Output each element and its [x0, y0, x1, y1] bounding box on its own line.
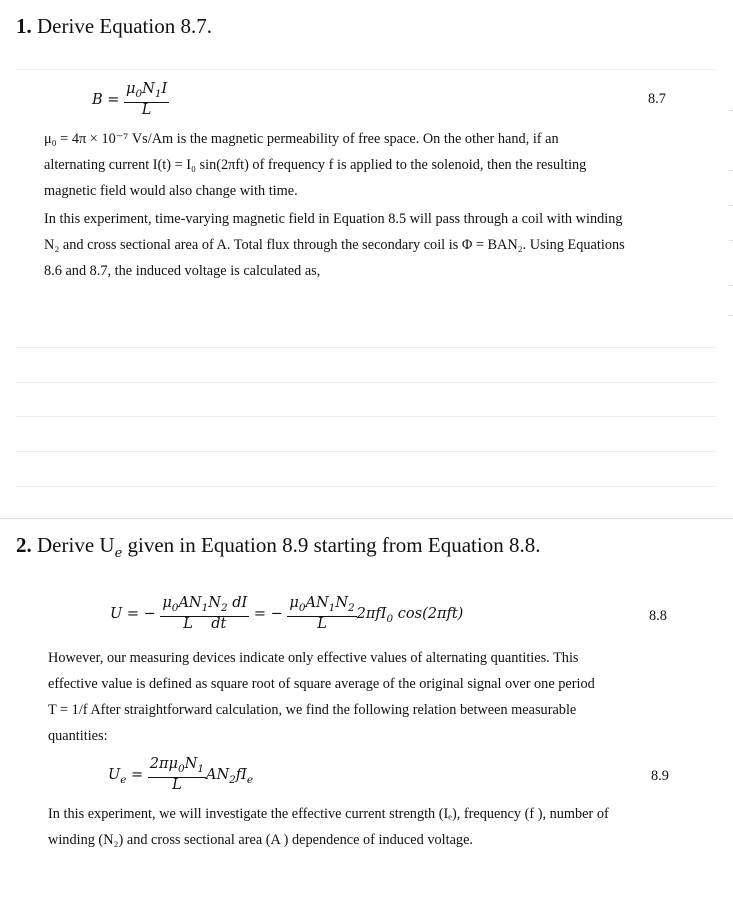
- equation-8-7-number: 8.7: [648, 91, 666, 107]
- answer-line: [16, 486, 716, 487]
- section-2-number: 2.: [16, 533, 32, 557]
- text-line: In this experiment, we will investigate the effective current strength (Iₑ), frequency (f ), number of: [48, 806, 609, 822]
- section-2-heading: [16, 533, 540, 561]
- answer-line: [16, 382, 716, 383]
- section-divider: [0, 518, 733, 519]
- section-1-number: 1.: [16, 14, 32, 38]
- margin-tick: [729, 315, 733, 316]
- text-line: alternating current I(t) = I₀ sin(2πft) of frequency f is applied to the solenoid, then the resulting: [44, 157, 587, 173]
- paragraph-effective-values: [48, 645, 669, 749]
- text-line: However, our measuring devices indicate only effective values of alternating quantities. This: [48, 650, 579, 666]
- answer-line: [16, 347, 716, 348]
- text-line: quantities:: [48, 728, 108, 744]
- section-2-title-rest: given in Equation 8.9 starting from Equation 8.8.: [122, 533, 541, 557]
- equation-8-7: B = $\frac{\mu_0N_1I}{L}$: [92, 81, 168, 118]
- margin-tick: [729, 170, 733, 171]
- text-line: magnetic field would also change with time.: [44, 183, 298, 199]
- section-2-title: Derive U: [37, 533, 115, 557]
- text-line: μ₀ = 4π × 10⁻⁷ Vs/Am is the magnetic permeability of free space. On the other hand, if an: [44, 131, 559, 147]
- text-line: N₂ and cross sectional area of A. Total flux through the secondary coil is Φ = BAN₂. Using Equations: [44, 237, 625, 253]
- paragraph-permeability: [44, 126, 664, 204]
- equation-8-9-number: 8.9: [651, 768, 669, 784]
- equation-8-8-number: 8.8: [649, 608, 667, 624]
- equation-8-8: U = − $\frac{\mu_0AN_1N_2 dI}{\text{L dt}}$ = − $\frac{\mu_0AN_1N_2}{L}$ 2πfI$_0$ cos(2πft): [110, 595, 464, 632]
- equation-8-9: $U_e$ = $\frac{2\pi\mu_0N_1}{L}$ $AN_2fI_e$: [108, 756, 254, 793]
- paragraph-experiment-flux: [44, 206, 664, 284]
- section-1-title: Derive Equation 8.7.: [37, 14, 212, 38]
- answer-line: [16, 69, 716, 70]
- text-line: 8.6 and 8.7, the induced voltage is calculated as,: [44, 263, 321, 279]
- margin-tick: [729, 240, 733, 241]
- answer-line: [16, 451, 716, 452]
- margin-tick: [729, 205, 733, 206]
- text-line: winding (N₂) and cross sectional area (A ) dependence of induced voltage.: [48, 832, 473, 848]
- section-2-title-subscript: e: [114, 546, 123, 562]
- text-line: effective value is defined as square root of square average of the original signal over one period: [48, 676, 595, 692]
- text-line: In this experiment, time-varying magnetic field in Equation 8.5 will pass through a coil with winding: [44, 211, 623, 227]
- paragraph-investigation: [48, 801, 673, 853]
- text-line: T = 1/f After straightforward calculation, we find the following relation between measurable: [48, 702, 577, 718]
- section-1-heading: [16, 14, 212, 39]
- margin-tick: [729, 110, 733, 111]
- margin-tick: [729, 285, 733, 286]
- answer-line: [16, 416, 716, 417]
